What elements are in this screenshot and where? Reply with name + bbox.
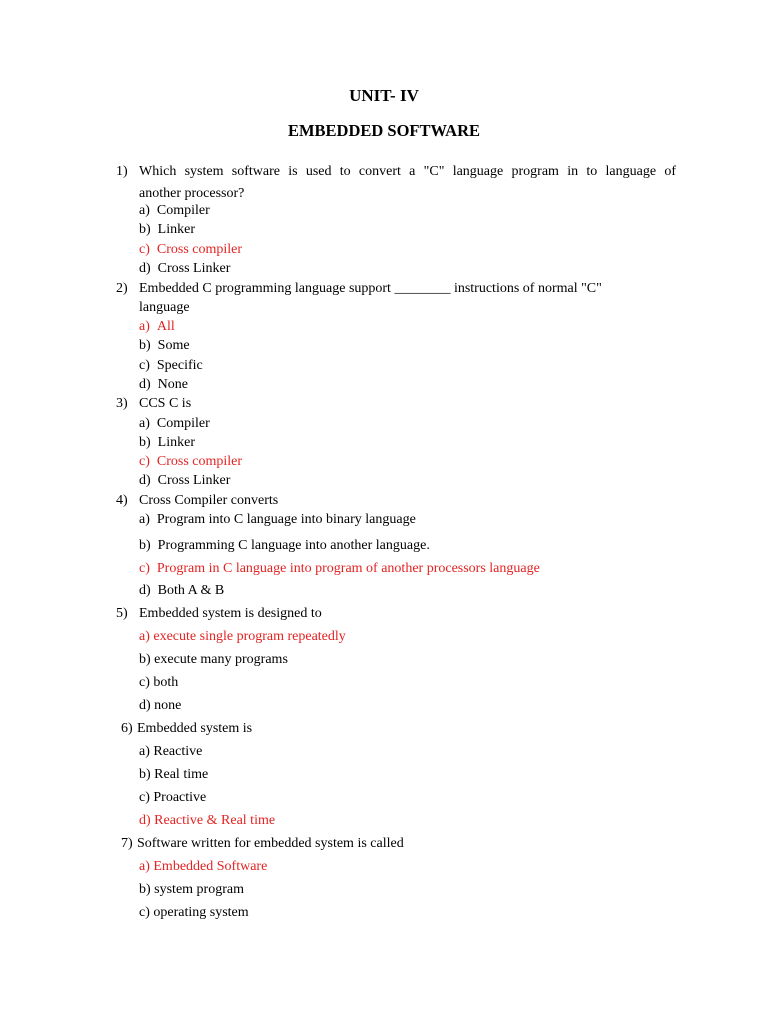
option-item: b) execute many programs [139, 652, 288, 667]
answer-option: a) Embedded Software [139, 859, 268, 874]
option-item: b) Linker [139, 435, 195, 450]
page-title: EMBEDDED SOFTWARE [287, 121, 481, 140]
option-item: d) None [139, 377, 188, 392]
option-item: d) Cross Linker [139, 261, 231, 276]
option-item: b) Some [139, 338, 190, 353]
option-item: a) Program into C language into binary language [139, 512, 416, 527]
option-item: a) Compiler [139, 416, 210, 431]
option-item: d) none [139, 698, 182, 713]
question-number: 1) [116, 164, 128, 179]
question-number: 4) [116, 493, 128, 508]
unit-heading: UNIT- IV [349, 86, 419, 105]
option-item: d) Cross Linker [139, 473, 231, 488]
question-text: Which system software is used to convert a "C" language program in to language of [139, 164, 676, 179]
question-number: 6) [121, 721, 133, 736]
question-text: CCS C is [139, 396, 192, 411]
option-item: b) Real time [139, 767, 209, 782]
question-number: 3) [116, 396, 128, 411]
option-item: a) Compiler [139, 203, 210, 218]
option-item: c) Proactive [139, 790, 207, 805]
question-text: Embedded system is [137, 721, 253, 736]
question-number: 5) [116, 606, 128, 621]
question-text: Embedded C programming language support ________ instructions of normal "C" [139, 281, 602, 296]
option-item: a) Reactive [139, 744, 203, 759]
option-item: c) Specific [139, 358, 203, 373]
answer-option: a) execute single program repeatedly [139, 629, 346, 644]
option-item: d) Both A & B [139, 583, 225, 598]
answer-option: c) Program in C language into program of another processors language [139, 561, 540, 576]
option-item: c) operating system [139, 905, 249, 920]
option-item: b) Linker [139, 222, 195, 237]
answer-option: d) Reactive & Real time [139, 813, 276, 828]
question-text: Embedded system is designed to [139, 606, 322, 621]
question-text: Cross Compiler converts [139, 493, 279, 508]
question-text: another processor? [139, 186, 245, 201]
option-item: b) Programming C language into another language. [139, 538, 430, 553]
answer-option: a) All [139, 319, 175, 334]
option-item: b) system program [139, 882, 244, 897]
answer-option: c) Cross compiler [139, 454, 243, 469]
option-item: c) both [139, 675, 179, 690]
question-number: 2) [116, 281, 128, 296]
question-text: language [139, 300, 190, 315]
question-text: Software written for embedded system is called [137, 836, 404, 851]
question-number: 7) [121, 836, 133, 851]
answer-option: c) Cross compiler [139, 242, 243, 257]
